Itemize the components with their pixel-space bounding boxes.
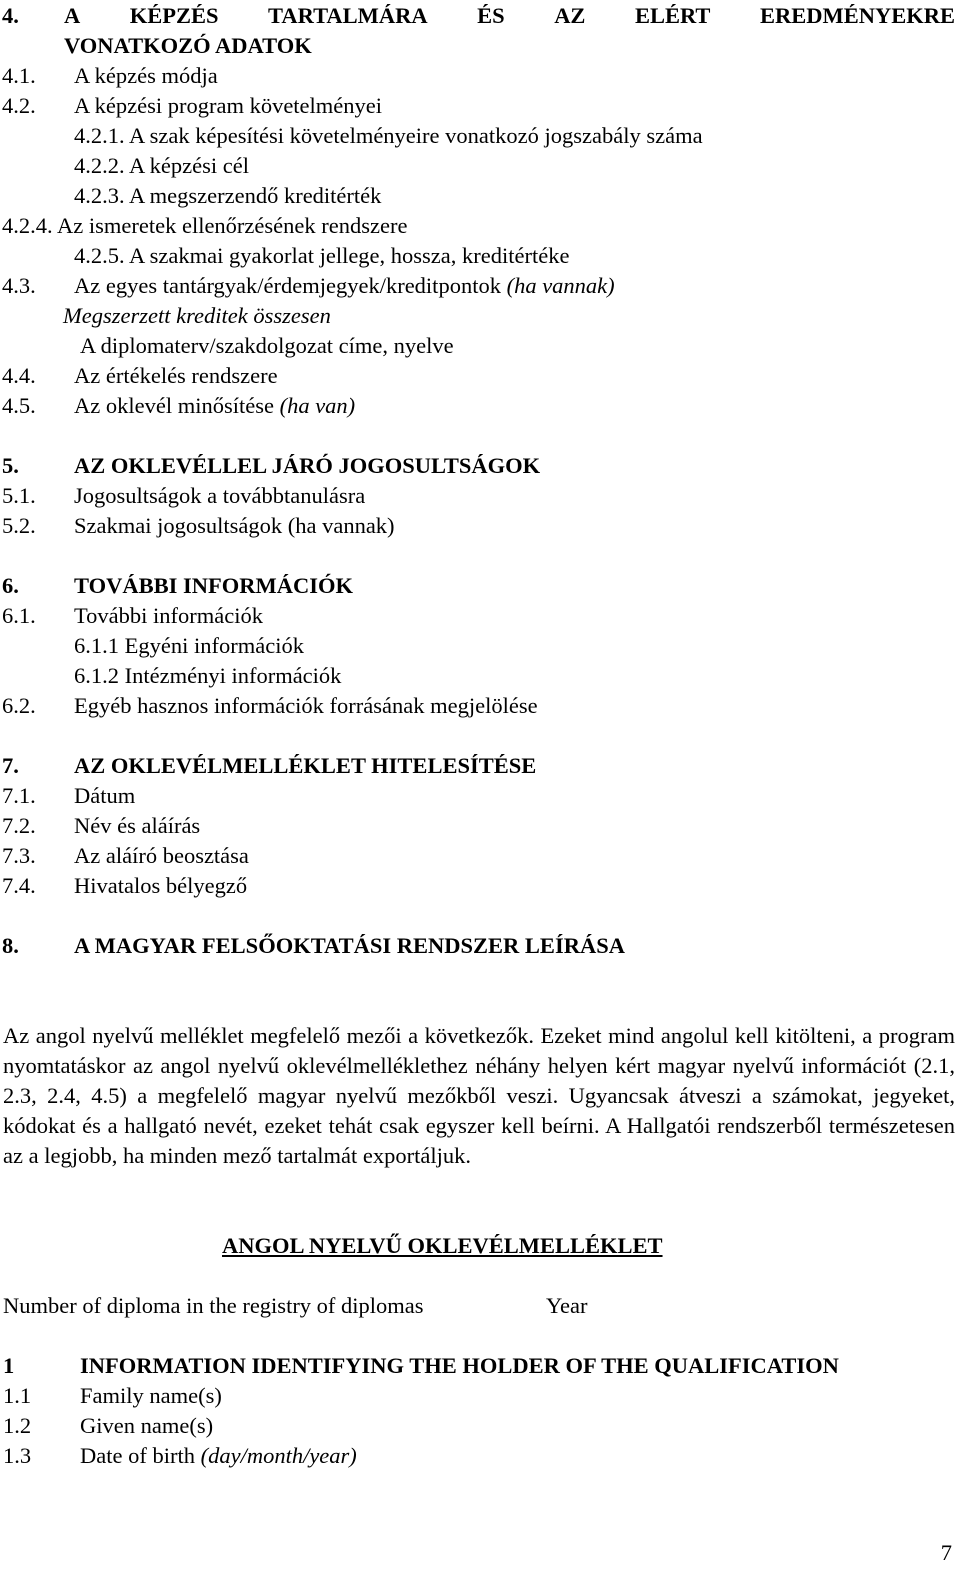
- item-text: A képzés módja: [74, 63, 218, 88]
- item-text: 4.2.5. A szakmai gyakorlat jellege, hossza, kreditértéke: [74, 243, 570, 268]
- section-number: 6.: [2, 573, 19, 598]
- section-title-cont: VONATKOZÓ ADATOK: [64, 33, 312, 58]
- item-text: 4.2.2. A képzési cél: [74, 153, 249, 178]
- item-text: 4.2.4. Az ismeretek ellenőrzésének rendszere: [2, 213, 408, 238]
- section-number: 1: [3, 1353, 15, 1378]
- title-word: TARTALMÁRA: [268, 3, 428, 28]
- item-note: (ha vannak): [506, 273, 615, 298]
- item-text-wrap: [74, 391, 355, 421]
- item-text: 6.1.2 Intézményi információk: [74, 663, 342, 688]
- item-number: 4.5.: [2, 393, 36, 418]
- note-paragraph: Az angol nyelvű melléklet megfelelő mezői a következők. Ezeket mind angolul kell kitölteni, a program nyomtatáskor az angol nyelvű oklevélmelléklethez néhány helyen kért magyar nyelvű információt (2.1, 2.3, 2.4, 4.5) a megfelelő magyar nyelvű mezőkből veszi. Ugyancsak átveszi a számokat, jegyeket, kódokat és a hallgató nevét, ezeket tehát csak egyszer kell beírni. A Hallgatói rendszerből természetesen az a legjobb, ha minden mező tartalmát exportáljuk.: [3, 1023, 955, 1168]
- section-number: 4.: [2, 3, 19, 28]
- item-text: Given name(s): [80, 1413, 214, 1438]
- item-text: A diplomaterv/szakdolgozat címe, nyelve: [80, 333, 454, 358]
- title-word: ÉS: [477, 3, 505, 28]
- section-title: [64, 1, 955, 31]
- item-text: Jogosultságok a továbbtanulásra: [74, 483, 366, 508]
- item-number: 4.3.: [2, 273, 36, 298]
- item-text: Az egyes tantárgyak/érdemjegyek/kreditpontok: [74, 273, 501, 298]
- item-text: Hivatalos bélyegző: [74, 873, 248, 898]
- item-number: 5.2.: [2, 513, 36, 538]
- section-title: AZ OKLEVÉLMELLÉKLET HITELESÍTÉSE: [74, 753, 537, 778]
- item-text: Az értékelés rendszere: [74, 363, 278, 388]
- item-text: Név és aláírás: [74, 813, 201, 838]
- title-word: EREDMÉNYEKRE: [759, 3, 955, 28]
- section-title: AZ OKLEVÉLLEL JÁRÓ JOGOSULTSÁGOK: [74, 453, 541, 478]
- title-word: ELÉRT: [634, 3, 711, 28]
- item-number: 5.1.: [2, 483, 36, 508]
- year-label: Year: [546, 1293, 588, 1318]
- item-text: 4.2.1. A szak képesítési követelményeire vonatkozó jogszabály száma: [74, 123, 703, 148]
- title-word: A: [64, 3, 81, 28]
- item-text: Date of birth: [80, 1443, 195, 1468]
- page-number: 7: [940, 1540, 952, 1565]
- item-number: 4.1.: [2, 63, 36, 88]
- item-number: 7.3.: [2, 843, 36, 868]
- item-text: Az aláíró beosztása: [74, 843, 249, 868]
- item-number: 7.1.: [2, 783, 36, 808]
- section-number: 5.: [2, 453, 19, 478]
- item-number: 1.1: [3, 1383, 32, 1408]
- title-word: AZ: [554, 3, 586, 28]
- item-number: 6.1.: [2, 603, 36, 628]
- item-text: Egyéb hasznos információk forrásának megjelölése: [74, 693, 538, 718]
- item-number: 4.2.: [2, 93, 36, 118]
- item-text: További információk: [74, 603, 263, 628]
- registry-number-label: Number of diploma in the registry of diplomas: [3, 1293, 424, 1318]
- item-text-wrap: [80, 1441, 357, 1471]
- title-word: KÉPZÉS: [129, 3, 219, 28]
- item-text: A képzési program követelményei: [74, 93, 383, 118]
- item-note: (ha van): [279, 393, 356, 418]
- section-title: A MAGYAR FELSŐOKTATÁSI RENDSZER LEÍRÁSA: [74, 933, 625, 958]
- item-number: 4.4.: [2, 363, 36, 388]
- item-text: Family name(s): [80, 1383, 222, 1408]
- section-title: INFORMATION IDENTIFYING THE HOLDER OF THE QUALIFICATION: [80, 1353, 839, 1378]
- english-supplement-title: ANGOL NYELVŰ OKLEVÉLMELLÉKLET: [222, 1233, 663, 1258]
- item-text: Szakmai jogosultságok (ha vannak): [74, 513, 395, 538]
- item-number: 7.2.: [2, 813, 36, 838]
- item-text: 4.2.3. A megszerzendő kreditérték: [74, 183, 382, 208]
- section-title: TOVÁBBI INFORMÁCIÓK: [74, 573, 353, 598]
- item-text: Megszerzett kreditek összesen: [63, 303, 331, 328]
- item-text: Az oklevél minősítése: [74, 393, 274, 418]
- section-number: 8.: [2, 933, 19, 958]
- item-text: Dátum: [74, 783, 136, 808]
- section-number: 7.: [2, 753, 19, 778]
- item-note: (day/month/year): [200, 1443, 357, 1468]
- item-number: 7.4.: [2, 873, 36, 898]
- item-number: 6.2.: [2, 693, 36, 718]
- item-number: 1.2: [3, 1413, 32, 1438]
- item-text: 6.1.1 Egyéni információk: [74, 633, 304, 658]
- item-number: 1.3: [3, 1443, 32, 1468]
- item-text-wrap: [74, 271, 615, 301]
